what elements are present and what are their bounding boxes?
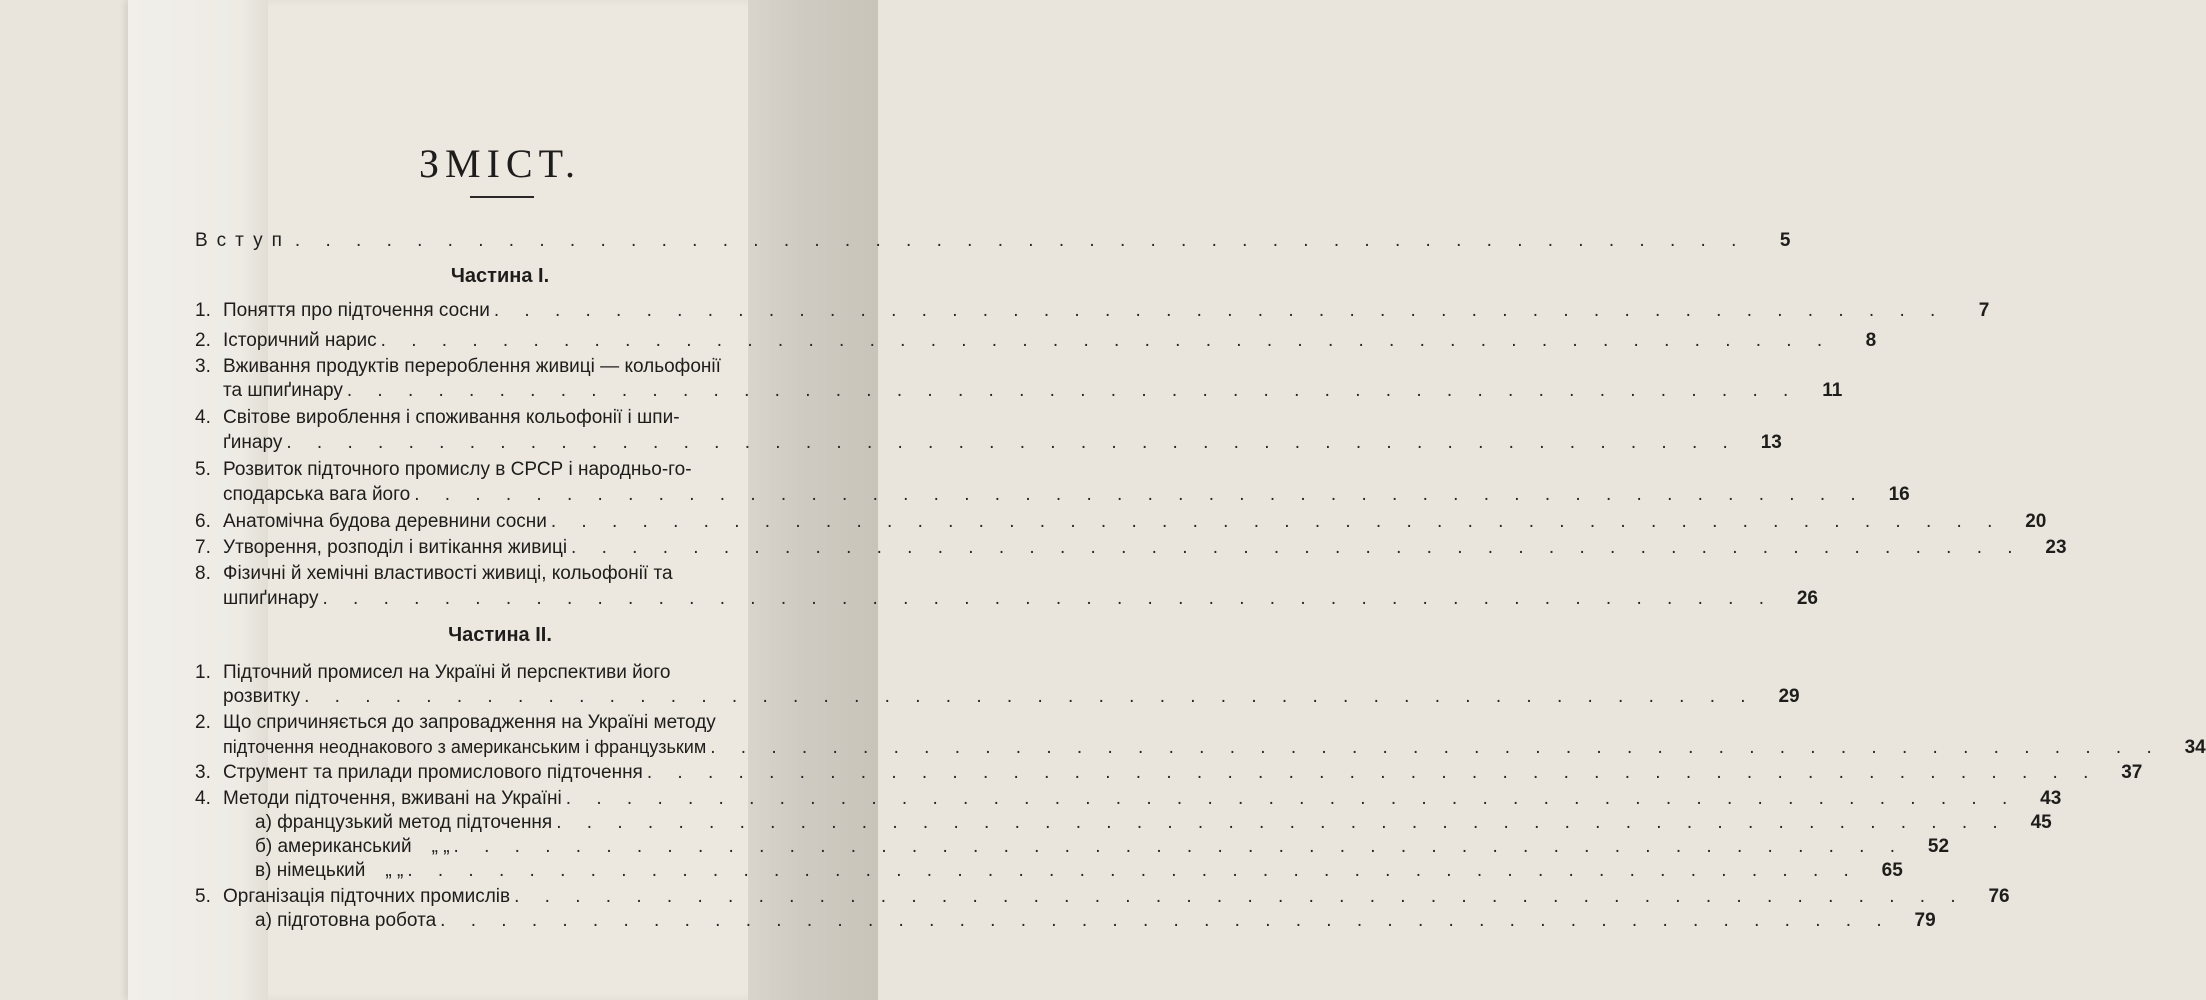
leader-dots: . . . . . . . . . . . . . . . . . . . . . . . . . . . . . . . . . . . . . . . . . . . . . . . . xyxy=(286,432,1738,453)
toc-entry xyxy=(195,660,820,686)
toc-page-number: 29 xyxy=(1778,686,1800,707)
toc-entry-text: шпиґинару xyxy=(223,588,319,609)
toc-entry xyxy=(195,710,820,736)
toc-entry-text: Фізичні й хемічні властивості живиці, кольофонії та xyxy=(223,563,673,584)
toc-entry-text: Струмент та прилади промислового підточення xyxy=(223,762,643,783)
toc-page-number: 65 xyxy=(1881,860,1903,881)
toc-entry-number: 4. xyxy=(195,407,211,428)
leader-dots: . . . . . . . . . . . . . . . . . . . . . . . . . . . . . . . . . . . . . . . . . . . . . . . . xyxy=(550,511,2003,532)
toc-entry-number: 1. xyxy=(195,662,211,683)
leader-dots: . . . . . . . . . . . . . . . . . . . . . . . . . . . . . . . . . . . . . . . . . . . . . . . . xyxy=(571,537,2023,558)
toc-subentry xyxy=(195,810,2052,836)
toc-entry-text: розвитку xyxy=(223,686,301,707)
toc-entry xyxy=(195,457,820,483)
toc-entry-continuation xyxy=(195,482,1910,508)
toc-entry-text: ґинару xyxy=(223,432,283,453)
leader-dots: . . . . . . . . . . . . . . . . . . . . . . . . . . . . . . . . . . . . . . . . . . . . . . . . xyxy=(304,686,1756,707)
toc-page-number: 5 xyxy=(1779,230,1791,251)
leader-dots: . . . . . . . . . . . . . . . . . . . . . . . . . . . . . . . . . . . . . . . . . . . . . . . . xyxy=(414,484,1866,505)
leader-dots: . . . . . . . . . . . . . . . . . . . . . . . . . . . . . . . . . . . . . . . . . . . . . . . . xyxy=(346,380,1799,401)
toc-entry xyxy=(195,509,2047,535)
toc-entry-number: 5. xyxy=(195,886,211,907)
toc-entry-text: Поняття про підточення сосни xyxy=(223,300,490,321)
toc-entry-text: Анатомічна будова деревнини сосни xyxy=(223,511,547,532)
toc-entry-continuation xyxy=(195,586,1818,612)
toc-entry-number: 2. xyxy=(195,712,211,733)
toc-page-number: 37 xyxy=(2121,762,2143,783)
title-rule xyxy=(470,196,534,198)
page-title: ЗМІСТ. xyxy=(418,141,582,186)
toc-entry-text: Світове вироблення і споживання кольофонії і шпи- xyxy=(223,407,680,428)
toc-entry-number: 5. xyxy=(195,459,211,480)
toc-subentry xyxy=(195,858,1903,884)
toc-page-number: 23 xyxy=(2045,537,2067,558)
toc-entry-text: Історичний нарис xyxy=(223,330,377,351)
toc-entry-text: Методи підточення, вживані на Україні xyxy=(223,788,562,809)
toc-entry-number: 8. xyxy=(195,563,211,584)
toc-entry-continuation xyxy=(195,430,1782,456)
toc-page-number: 52 xyxy=(1927,836,1950,857)
toc-entry-text: підточення неоднакового з американським і французьким xyxy=(223,737,707,757)
toc-entry-text: а) підготовна робота xyxy=(255,910,437,931)
toc-page-number: 8 xyxy=(1865,330,1877,351)
leader-dots: . . . . . . . . . . . . . . . . . . . . . . . . . . . . . . . . . . . . . . . . . . . . . . . . xyxy=(380,330,1833,351)
part-heading-1: Частина І. xyxy=(450,265,550,287)
toc-entry xyxy=(195,561,820,587)
leader-dots: . . . . . . . . . . . . . . . . . . . . . . . . . . . . . . . . . . . . . . . . . . . . . . . . xyxy=(440,910,1892,931)
leader-dots: . . . . . . . . . . . . . . . . . . . . . . . . . . . . . . . . . . . . . . . . . . . . . . . . xyxy=(493,300,1946,321)
toc-entry-number: 6. xyxy=(195,511,211,532)
toc-page-number: 79 xyxy=(1914,910,1936,931)
toc-entry xyxy=(195,760,2143,786)
toc-page-number: 43 xyxy=(2040,788,2062,809)
leader-dots: . . . . . . . . . . . . . . . . . . . . . . . . . . . . . . . . . . . . . . . . . . . . . . . . xyxy=(710,737,2162,758)
leader-dots: . . . . . . . . . . . . . . . . . . . . . . . . . . . . . . . . . . . . . . . . . . . . . . . . xyxy=(514,886,1966,907)
leader-dots: . . . . . . . . . . . . . . . . . . . . . . . . . . . . . . . . . . . . . . . . . . . . . . . . xyxy=(322,588,1774,609)
toc-entry-number: 4. xyxy=(195,788,211,809)
toc-page-number: 13 xyxy=(1760,432,1782,453)
toc-entry-continuation xyxy=(195,734,2206,761)
toc-entry-text: Вживання продуктів перероблення живиці — кольофонії xyxy=(223,356,721,377)
leader-dots: . . . . . . . . . . . . . . . . . . . . . . . . . . . . . . . . . . . . . . . . . . . . . . . . xyxy=(556,812,2008,833)
toc-page-number: 26 xyxy=(1796,588,1818,609)
toc-page-number: 16 xyxy=(1888,484,1910,505)
toc-entry xyxy=(195,405,820,431)
toc-entry-text: Підточний промисел на Україні й перспективи його xyxy=(223,662,671,683)
toc-subentry xyxy=(195,908,1936,934)
toc-subentry xyxy=(195,834,1950,860)
toc-entry xyxy=(195,884,2010,910)
toc-page-number: 76 xyxy=(1988,886,2010,907)
ditto-marks: „ „ xyxy=(385,860,404,881)
ditto-marks: „ „ xyxy=(431,836,450,857)
toc-entry-text: в) німецький xyxy=(255,860,366,881)
toc-entry-number: 1. xyxy=(195,300,211,321)
toc-entry-number: 3. xyxy=(195,356,211,377)
part-heading-2: Частина II. xyxy=(448,624,552,646)
leader-dots: . . . . . . . . . . . . . . . . . . . . . . . . . . . . . . . . . . . . . . . . . . . . . . . . xyxy=(565,788,2018,809)
toc-entry xyxy=(195,328,1877,354)
toc-entry-continuation xyxy=(195,378,1843,404)
toc-page-number: 11 xyxy=(1822,380,1843,401)
leader-dots: . . . . . . . . . . . . . . . . . . . . . . . . . . . . . . . . . . . . . . . . . . . . . . . . xyxy=(294,230,1747,251)
toc-entry-text: та шпиґинару xyxy=(223,380,343,401)
leader-dots: . . . . . . . . . . . . . . . . . . . . . . . . . . . . . . . . . . . . . . . . . . . . . . . . xyxy=(407,860,1859,881)
toc-page-number: 34 xyxy=(2184,737,2206,758)
toc-entry-text: Організація підточних промислів xyxy=(223,886,511,907)
toc-entry-text: сподарська вага його xyxy=(223,484,411,505)
toc-entry-number: 3. xyxy=(195,762,211,783)
toc-entry-text: Що спричиняється до запровадження на Україні методу xyxy=(223,712,716,733)
toc-page-number: 7 xyxy=(1978,300,1990,321)
toc-entry-continuation xyxy=(195,684,1800,710)
toc-entry-text: Вступ xyxy=(195,230,291,251)
toc-entry xyxy=(195,354,820,380)
toc-page-number: 20 xyxy=(2025,511,2047,532)
toc-entry-text: Розвиток підточного промислу в СРСР і народньо-го- xyxy=(223,459,692,480)
toc-entry xyxy=(195,535,2067,561)
toc-entry-text: б) американський xyxy=(255,836,412,857)
toc-page-number: 45 xyxy=(2030,812,2052,833)
toc-entry xyxy=(195,786,2062,812)
toc-entry-text: а) французький метод підточення xyxy=(255,812,553,833)
leader-dots: . . . . . . . . . . . . . . . . . . . . . . . . . . . . . . . . . . . . . . . . . . . . . . . . xyxy=(453,836,1906,857)
leader-dots: . . . . . . . . . . . . . . . . . . . . . . . . . . . . . . . . . . . . . . . . . . . . . . . . xyxy=(646,762,2099,783)
toc-entry-number: 7. xyxy=(195,537,211,558)
toc-entry-intro xyxy=(195,228,1791,254)
toc-entry-number: 2. xyxy=(195,330,211,351)
toc-entry-text: Утворення, розподіл і витікання живиці xyxy=(223,537,568,558)
toc-entry xyxy=(195,298,1990,324)
